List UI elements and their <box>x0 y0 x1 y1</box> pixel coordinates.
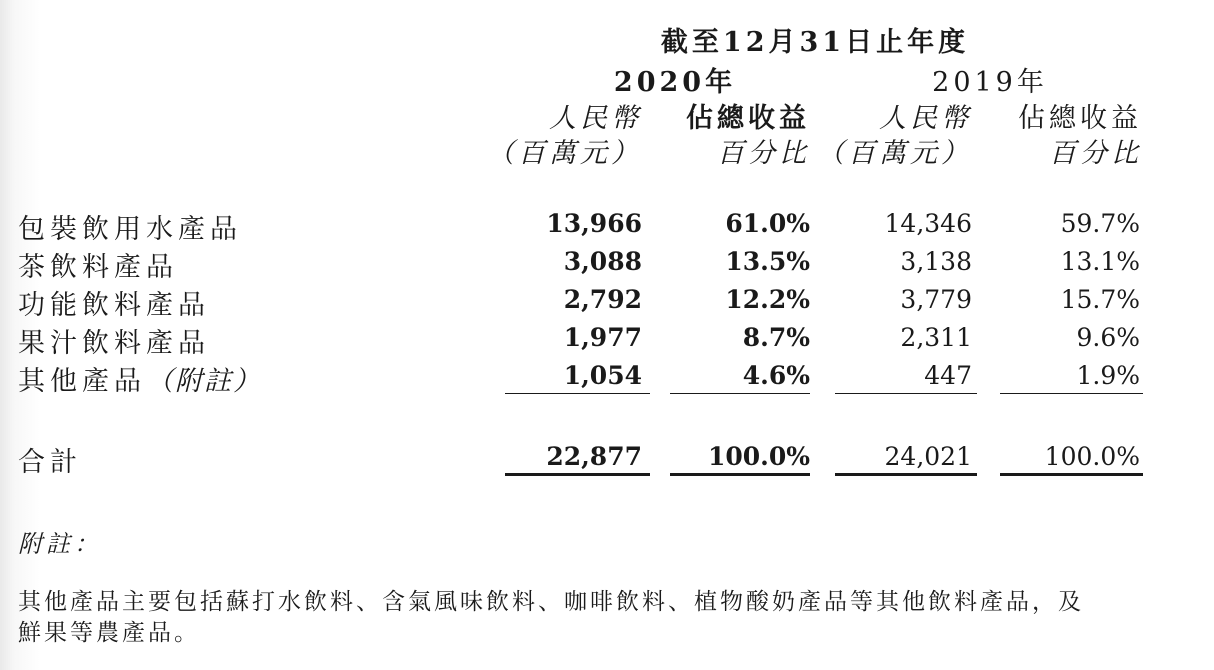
note-title: 附註： <box>18 530 102 558</box>
pct-2020: 4.6% <box>742 361 810 390</box>
row-label-text: 其他產品 <box>18 366 146 397</box>
note-reference: （附註） <box>146 366 262 397</box>
rmb-2019: 3,779 <box>900 285 972 314</box>
total-rmb-2020: 22,877 <box>546 442 642 471</box>
total-pct-2020: 100.0% <box>707 442 810 471</box>
col1-unit: （百萬元） <box>487 138 642 169</box>
pct-2019: 15.7% <box>1060 285 1140 314</box>
pct-2019: 59.7% <box>1060 209 1140 238</box>
rmb-2020: 13,966 <box>546 209 642 238</box>
row-label: 茶飲料產品 <box>18 252 178 283</box>
year-2020-header: 2020年 <box>613 67 737 98</box>
col1-currency: 人民幣 <box>549 103 642 134</box>
note-line-1: 其他產品主要包括蘇打水飲料、含氣風味飲料、咖啡飲料、植物酸奶產品等其他飲料產品，及 <box>18 589 1084 615</box>
col4-share: 佔總收益 <box>1018 103 1142 134</box>
subtotal-rule <box>505 393 650 394</box>
pct-2020: 12.2% <box>725 285 810 314</box>
rmb-2020: 2,792 <box>563 285 642 314</box>
total-rule <box>505 473 650 476</box>
rmb-2020: 3,088 <box>563 247 642 276</box>
rmb-2020: 1,977 <box>563 323 642 352</box>
pct-2020: 8.7% <box>742 323 810 352</box>
period-header: 截至12月31日止年度 <box>660 27 970 58</box>
total-rule <box>835 473 977 476</box>
col3-unit: （百萬元） <box>817 138 972 169</box>
col2-percent: 百分比 <box>717 138 810 169</box>
pct-2019: 9.6% <box>1076 323 1140 352</box>
rmb-2019: 3,138 <box>900 247 972 276</box>
pct-2020: 61.0% <box>725 209 810 238</box>
total-label: 合計 <box>18 447 82 478</box>
col2-share: 佔總收益 <box>686 103 810 134</box>
rmb-2019: 447 <box>924 361 972 390</box>
total-rule <box>1000 473 1143 476</box>
rmb-2019: 14,346 <box>884 209 972 238</box>
col4-percent: 百分比 <box>1049 138 1142 169</box>
subtotal-rule <box>670 393 810 394</box>
row-label: 果汁飲料產品 <box>18 328 210 359</box>
subtotal-rule <box>835 393 977 394</box>
total-rule <box>670 473 810 476</box>
row-label <box>18 359 262 398</box>
pct-2019: 13.1% <box>1060 247 1140 276</box>
year-2019-header: 2019年 <box>932 67 1048 98</box>
total-rmb-2019: 24,021 <box>884 442 972 471</box>
subtotal-rule <box>1000 393 1143 394</box>
rmb-2019: 2,311 <box>900 323 972 352</box>
pct-2020: 13.5% <box>725 247 810 276</box>
total-pct-2019: 100.0% <box>1044 442 1140 471</box>
row-label: 功能飲料產品 <box>18 290 210 321</box>
row-label: 包裝飲用水產品 <box>18 214 242 245</box>
pct-2019: 1.9% <box>1076 361 1140 390</box>
note-line-2: 鮮果等農產品。 <box>18 620 200 646</box>
rmb-2020: 1,054 <box>563 361 642 390</box>
col3-currency: 人民幣 <box>879 103 972 134</box>
